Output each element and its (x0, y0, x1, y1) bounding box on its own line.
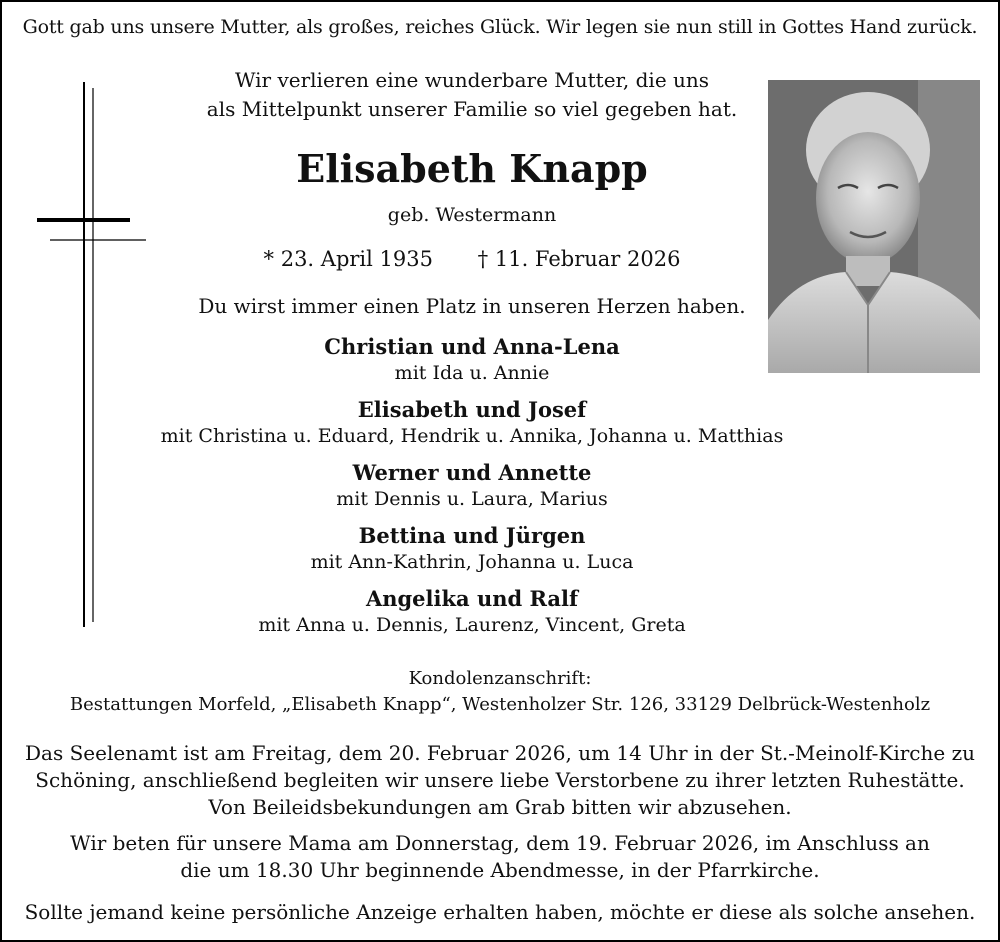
service-info (2, 740, 998, 821)
family-names: Werner und Annette (352, 460, 592, 485)
death-date: † 11. Februar 2026 (477, 247, 681, 271)
family-names: Bettina und Jürgen (358, 523, 586, 548)
prayer-line: die um 18.30 Uhr beginnende Abendmesse, in der Pfarrkirche. (180, 858, 820, 882)
family-names: Elisabeth und Josef (357, 397, 587, 422)
motto: Gott gab uns unsere Mutter, als großes, reiches Glück. Wir legen sie nun still in Gottes Hand zurück. (22, 16, 978, 38)
birth-date: * 23. April 1935 (263, 247, 433, 271)
heart-line: Du wirst immer einen Platz in unseren Herzen haben. (198, 294, 746, 318)
life-dates (122, 247, 822, 271)
condolence-label: Kondolenzanschrift: (408, 668, 592, 689)
condolence-block (2, 666, 998, 718)
prayer-line: Wir beten für unsere Mama am Donnerstag, dem 19. Februar 2026, im Anschluss an (70, 831, 930, 855)
condolence-address: Bestattungen Morfeld, „Elisabeth Knapp“, Westenholzer Str. 126, 33129 Delbrück-Westenholz (69, 694, 931, 715)
service-line: Das Seelenamt ist am Freitag, dem 20. Februar 2026, um 14 Uhr in der St.-Meinolf-Kirche zu (24, 741, 976, 765)
family-children: mit Dennis u. Laura, Marius (336, 488, 608, 510)
portrait-photo (768, 80, 980, 373)
born-name: geb. Westermann (387, 204, 557, 226)
family-names: Angelika und Ralf (365, 586, 579, 611)
family-group (122, 396, 822, 448)
intro-line: Wir verlieren eine wunderbare Mutter, die uns (234, 68, 710, 92)
service-line: Von Beileidsbekundungen am Grab bitten wir abzusehen. (208, 795, 792, 819)
family-group (122, 585, 822, 637)
family-children: mit Ann-Kathrin, Johanna u. Luca (310, 551, 634, 573)
family-group (122, 459, 822, 511)
family-names: Christian und Anna-Lena (324, 334, 620, 359)
prayer-info (2, 830, 998, 884)
family-children: mit Christina u. Eduard, Hendrik u. Annika, Johanna u. Matthias (160, 425, 784, 447)
family-group (122, 333, 822, 385)
family-children: mit Ida u. Annie (394, 362, 550, 384)
deceased-name: Elisabeth Knapp (296, 146, 648, 191)
family-children: mit Anna u. Dennis, Laurenz, Vincent, Greta (258, 614, 686, 636)
closing-note: Sollte jemand keine persönliche Anzeige erhalten haben, möchte er diese als solche ansehen. (24, 900, 976, 924)
family-group (122, 522, 822, 574)
service-line: Schöning, anschließend begleiten wir unsere liebe Verstorbene zu ihrer letzten Ruhestätte. (35, 768, 965, 792)
intro (122, 66, 822, 124)
intro-line: als Mittelpunkt unserer Familie so viel gegeben hat. (206, 97, 738, 121)
